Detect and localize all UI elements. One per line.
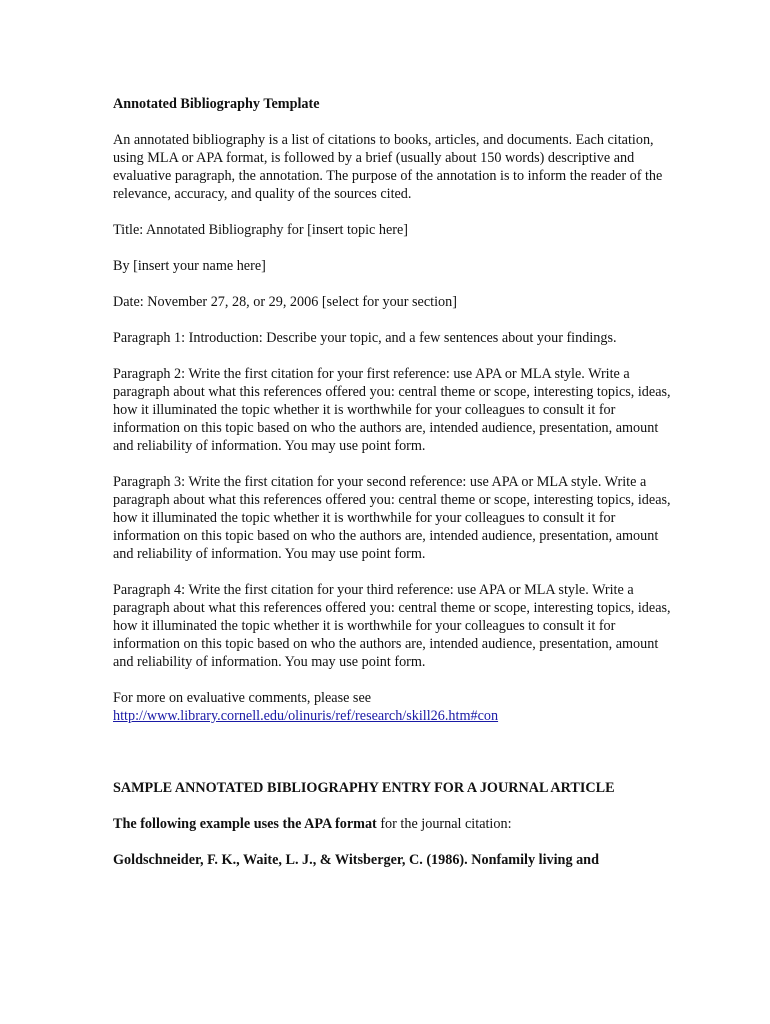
- paragraph-4: Paragraph 4: Write the first citation for your third reference: use APA or MLA style. Write a paragraph about what this references offered you: central theme or scope, interesting topics, ideas, how it illuminated the topic whether it is worthwhile for your colleagues to consult it for information on this topic based on who the authors are, intended audience, presentation, amount and reliability of information. You may use point form.: [113, 582, 671, 670]
- paragraph-1: Paragraph 1: Introduction: Describe your topic, and a few sentences about your findings.: [113, 330, 617, 346]
- more-info: [113, 689, 673, 725]
- date-line: Date: November 27, 28, or 29, 2006 [select for your section]: [113, 294, 457, 310]
- example-intro: [113, 815, 673, 833]
- example-rest: for the journal citation:: [376, 816, 512, 832]
- section-spacer: [113, 743, 673, 779]
- paragraph-3: Paragraph 3: Write the first citation for your second reference: use APA or MLA style. Write a paragraph about what this references offered you: central theme or scope, interesting topics, ideas, how it illuminated the topic whether it is worthwhile for your colleagues to consult it for information on this topic based on who the authors are, intended audience, presentation, amount and reliability of information. You may use point form.: [113, 474, 671, 562]
- by-line: By [insert your name here]: [113, 258, 266, 274]
- citation-start: Goldschneider, F. K., Waite, L. J., & Witsberger, C. (1986). Nonfamily living and: [113, 852, 599, 868]
- more-info-link[interactable]: http://www.library.cornell.edu/olinuris/ref/research/skill26.htm#con: [113, 708, 499, 724]
- sample-heading: SAMPLE ANNOTATED BIBLIOGRAPHY ENTRY FOR A JOURNAL ARTICLE: [113, 780, 615, 796]
- more-info-text: For more on evaluative comments, please see: [113, 690, 372, 706]
- document-title: Annotated Bibliography Template: [113, 96, 320, 112]
- intro-paragraph: An annotated bibliography is a list of citations to books, articles, and documents. Each citation, using MLA or APA format, is followed by a brief (usually about 150 words) descriptive and evaluative paragraph, the annotation. The purpose of the annotation is to inform the reader of the relevance, accuracy, and quality of the sources cited.: [113, 132, 663, 202]
- paragraph-2: Paragraph 2: Write the first citation for your first reference: use APA or MLA style. Write a paragraph about what this references offered you: central theme or scope, interesting topics, ideas, how it illuminated the topic whether it is worthwhile for your colleagues to consult it for information on this topic based on who the authors are, intended audience, presentation, amount and reliability of information. You may use point form.: [113, 366, 671, 454]
- example-bold: The following example uses the APA format: [113, 816, 377, 832]
- document-page: [113, 95, 673, 887]
- title-line: Title: Annotated Bibliography for [insert topic here]: [113, 222, 408, 238]
